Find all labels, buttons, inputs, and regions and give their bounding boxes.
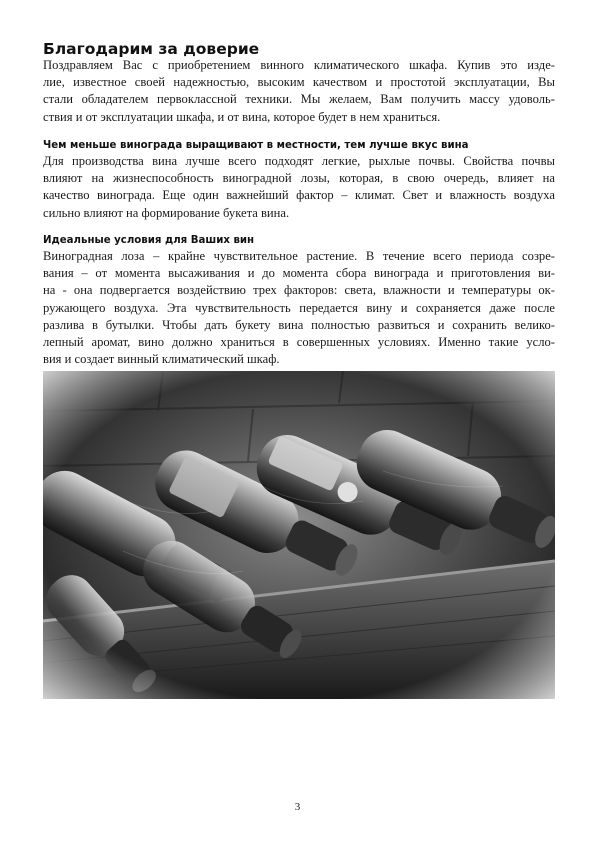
section2-line: вания – от момента высаживания и до момента сбора винограда и приготовления ви- xyxy=(43,266,555,281)
section2-paragraph xyxy=(43,248,555,368)
section1-line: Для производства вина лучше всего подходят легкие, рыхлые почвы. Свойства почвы xyxy=(43,154,555,168)
section2-line: вия и создает винный климатический шкаф. xyxy=(43,352,280,367)
section2-line: ружающего воздуха. Эта чувствительность передается вину и сохраняется даже после xyxy=(43,300,555,315)
intro-line: ствия и от эксплуатации шкафа, и от вина, которое будет в нем храниться. xyxy=(43,109,441,124)
section2-line: Виноградная лоза – крайне чувствительное растение. В течение всего периода созре- xyxy=(43,249,555,263)
intro-line: лие, известное своей надежностью, высоким качеством и простотой эксплуатации, Вы xyxy=(43,75,555,90)
intro-line: Поздравляем Вас с приобретением винного климатического шкафа. Купив это изде- xyxy=(43,58,555,72)
section2-line: разлива в бутылки. Чтобы дать букету вина полностью развиться и сохранить велико- xyxy=(43,317,555,332)
section2-title: Идеальные условия для Ваших вин xyxy=(43,235,255,246)
section2-line: лепный аромат, вино должно храниться в совершенных условиях. Именно такие усло- xyxy=(43,335,555,350)
section1-title: Чем меньше винограда выращивают в местности, тем лучше вкус вина xyxy=(43,140,469,151)
page-number: 3 xyxy=(294,801,301,813)
page-heading: Благодарим за доверие xyxy=(43,40,260,58)
wine-bottles-photo xyxy=(43,371,555,699)
section1-paragraph xyxy=(43,153,555,222)
section1-line: влияют на жизнеспособность виноградной лозы, которая, в свою очередь, влияет на xyxy=(43,171,555,186)
section2-line: на - она подвергается воздействию трех факторов: света, влажности и температуры ок- xyxy=(43,283,555,298)
section1-line: сильно влияют на формирование букета вина. xyxy=(43,205,290,220)
intro-paragraph xyxy=(43,57,555,126)
section1-line: качество винограда. Еще один важнейший фактор – климат. Свет и влажность воздуха xyxy=(43,188,555,203)
intro-line: стали обладателем первоклассной техники. Мы желаем, Вам получить массу удоволь- xyxy=(43,92,555,107)
